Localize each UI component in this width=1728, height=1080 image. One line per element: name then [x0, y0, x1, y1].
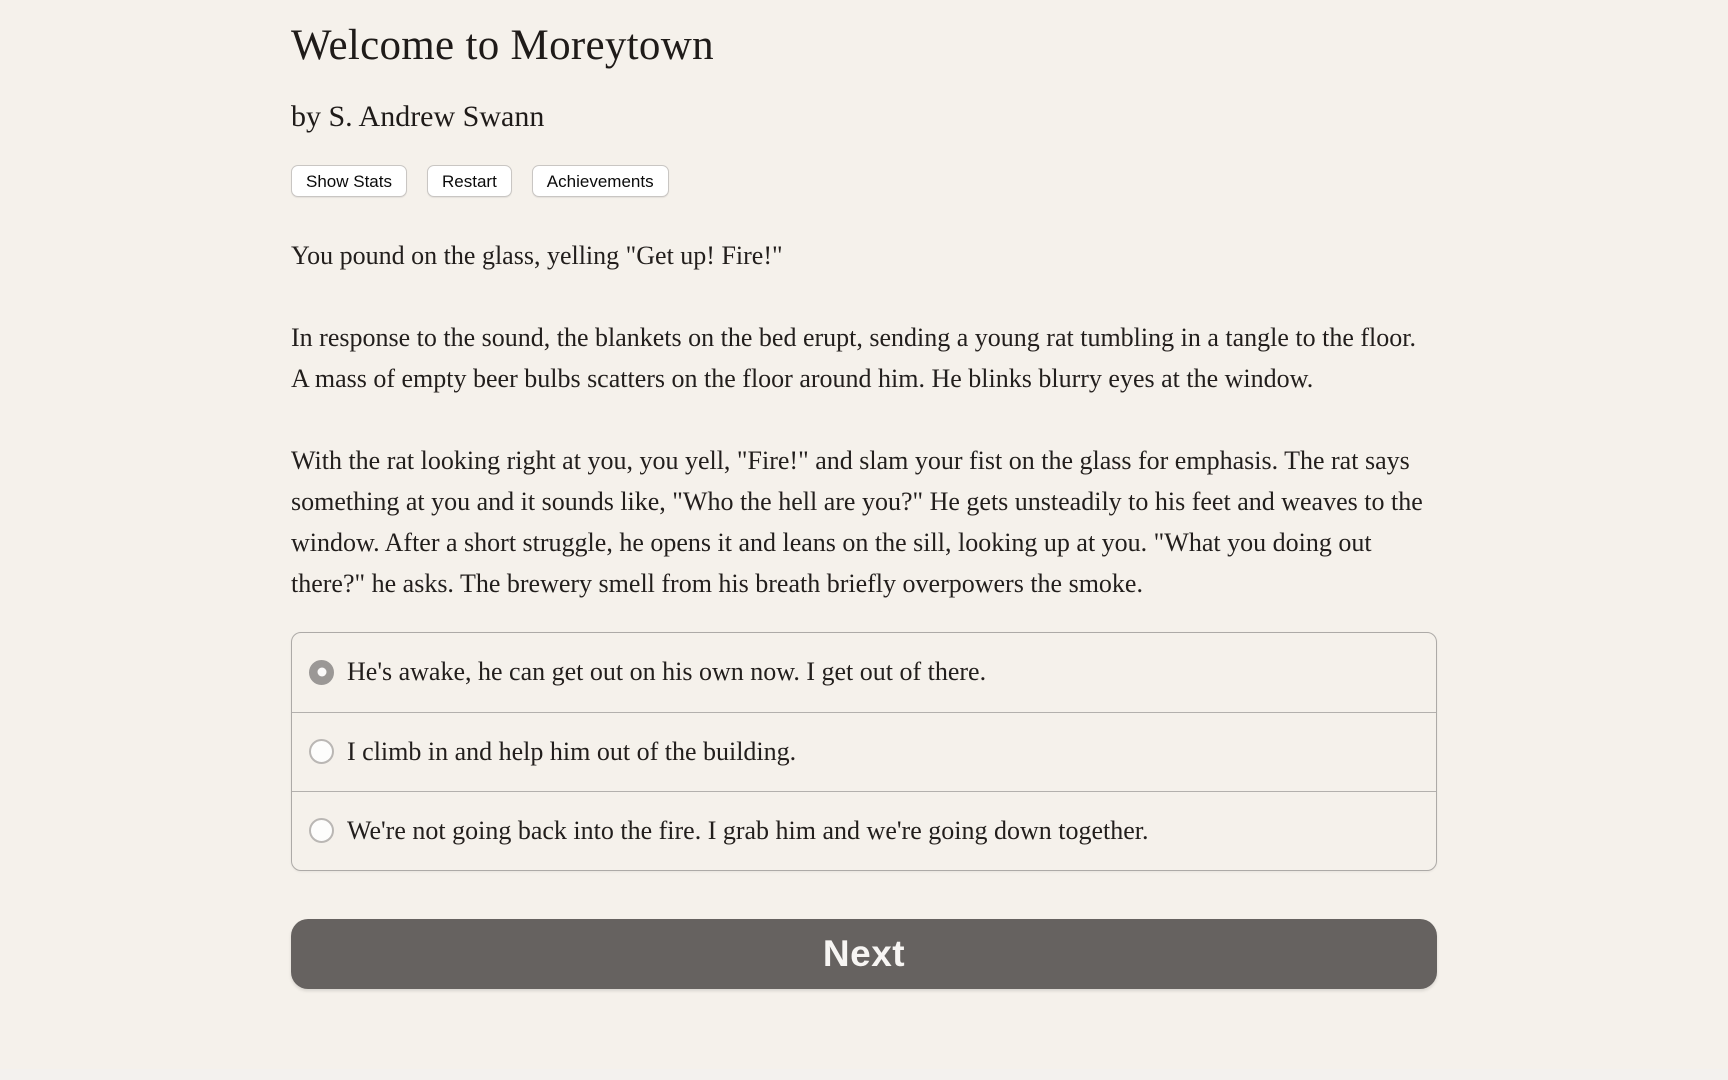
next-button[interactable]: Next	[291, 919, 1437, 989]
choice-option-label: We're not going back into the fire. I grab him and we're going down together.	[347, 815, 1149, 845]
story-paragraph: You pound on the glass, yelling "Get up! Fire!"	[291, 240, 783, 270]
author-byline: by S. Andrew Swann	[291, 99, 545, 133]
story-content-column	[291, 0, 1437, 989]
achievements-button[interactable]: Achievements	[532, 165, 669, 197]
choice-list	[291, 632, 1437, 871]
choice-option-label: I climb in and help him out of the building.	[347, 736, 797, 766]
choice-option-label: He's awake, he can get out on his own now. I get out of there.	[347, 657, 987, 687]
show-stats-button[interactable]: Show Stats	[291, 165, 407, 197]
restart-button[interactable]: Restart	[427, 165, 512, 197]
story-text	[291, 235, 1437, 604]
choice-option-2[interactable]	[292, 712, 1436, 791]
page-title: Welcome to Moreytown	[291, 22, 714, 69]
choice-option-3[interactable]	[292, 791, 1436, 870]
story-paragraph: In response to the sound, the blankets on the bed erupt, sending a young rat tumbling in a tangle to the floor. A mass of empty beer bulbs scatters on the floor around him. He blinks blurry eyes at the window.	[291, 322, 1416, 393]
radio-button-icon[interactable]	[309, 739, 334, 764]
radio-button-icon[interactable]	[309, 660, 334, 685]
story-paragraph: With the rat looking right at you, you yell, "Fire!" and slam your fist on the glass for emphasis. The rat says something at you and it sounds like, "Who the hell are you?" He gets unsteadily to his feet and weaves to the window. After a short struggle, he opens it and leans on the sill, looking up at you. "What you doing out there?" he asks. The brewery smell from his breath briefly overpowers the smoke.	[291, 445, 1423, 598]
radio-button-icon[interactable]	[309, 818, 334, 843]
toolbar	[291, 165, 1437, 197]
choice-option-1[interactable]	[292, 633, 1436, 712]
